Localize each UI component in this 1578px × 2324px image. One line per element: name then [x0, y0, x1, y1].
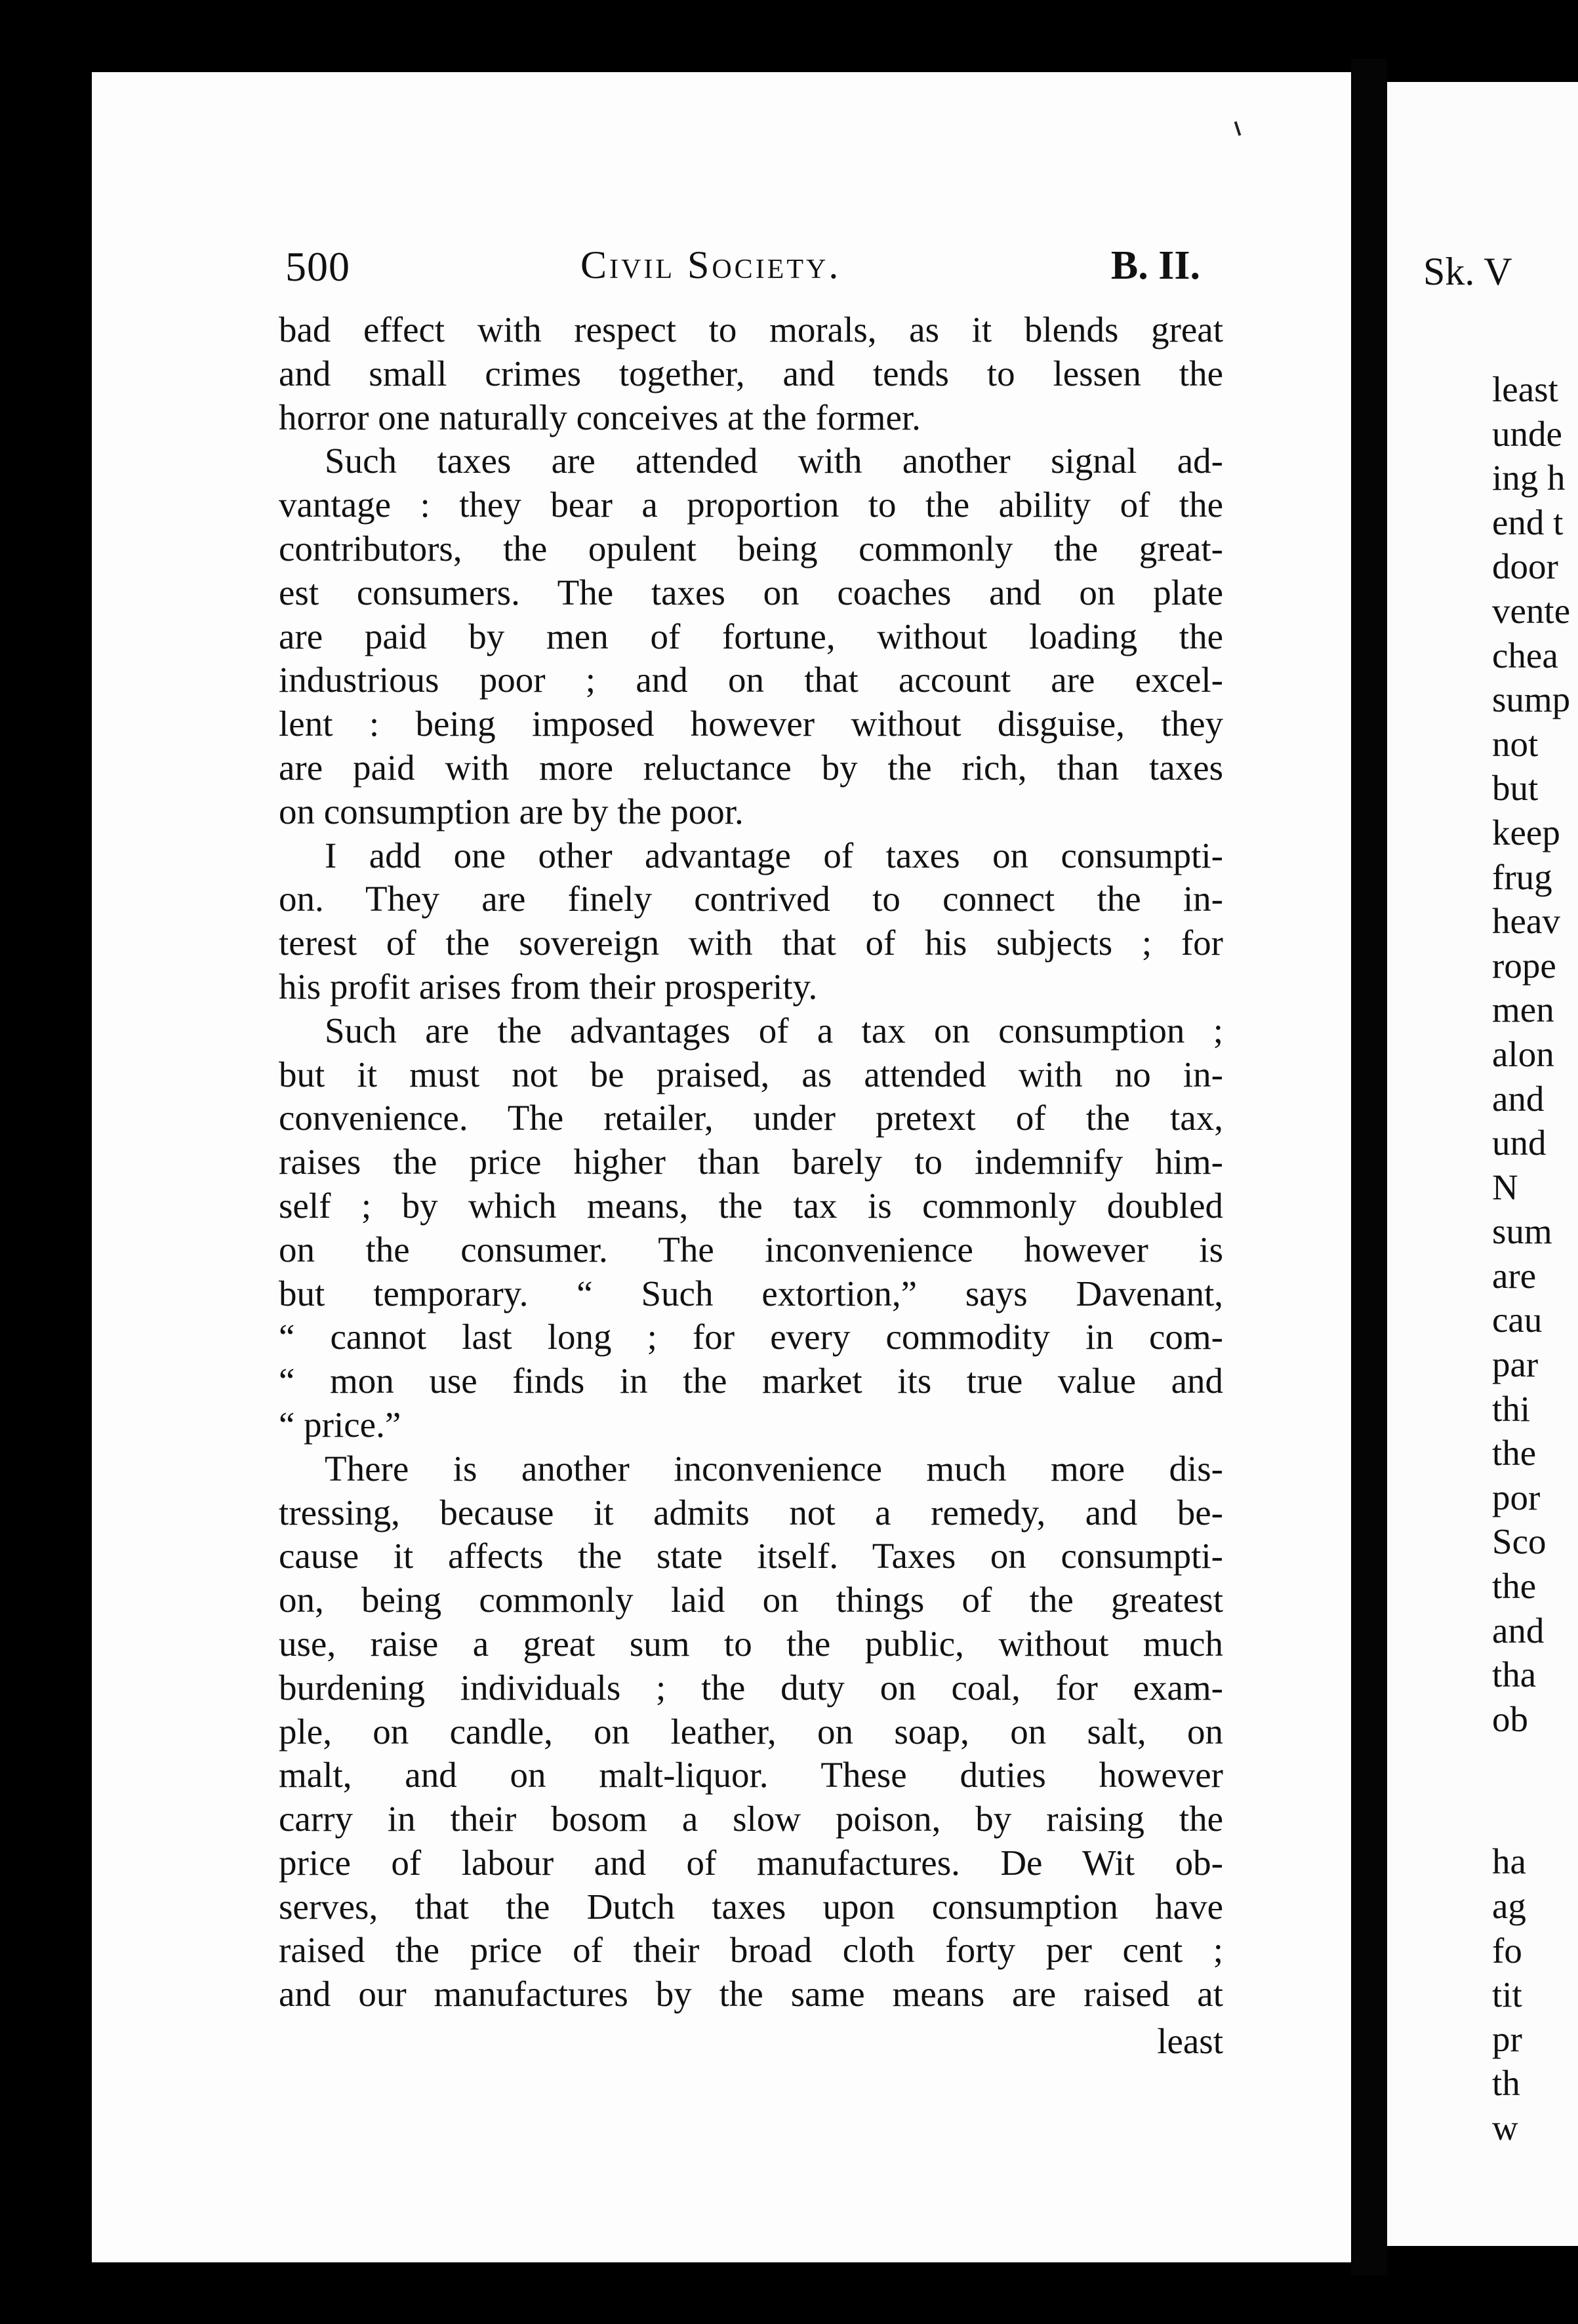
- text-line: price of labour and of manufactures. De Wit ob-: [279, 1842, 1223, 1883]
- text-line: There is another inconvenience much more dis-: [325, 1448, 1223, 1489]
- right-page-line: door: [1492, 546, 1558, 587]
- text-line: convenience. The retailer, under pretext of the tax,: [279, 1098, 1223, 1138]
- right-page-line: thi: [1492, 1388, 1531, 1429]
- right-page-line: w: [1492, 2107, 1518, 2148]
- right-page-line: sump: [1492, 679, 1571, 720]
- text-line: on the consumer. The inconvenience however is: [279, 1229, 1223, 1270]
- right-page-line: N: [1492, 1167, 1518, 1207]
- right-page-line: th: [1492, 2063, 1520, 2104]
- text-line: his profit arises from their prosperity.: [279, 966, 818, 1007]
- text-line: lent : being imposed however without disguise, they: [279, 704, 1223, 744]
- right-page-line: chea: [1492, 635, 1558, 675]
- right-page-line: men: [1492, 990, 1554, 1030]
- right-page-gap: [1492, 1741, 1570, 1839]
- right-page-line: end t: [1492, 502, 1564, 542]
- right-page-line: tit: [1492, 1974, 1522, 2015]
- right-page-body: [1492, 367, 1570, 2150]
- right-page-line: sum: [1492, 1211, 1552, 1252]
- right-page-line: ing h: [1492, 458, 1566, 498]
- right-page-line: por: [1492, 1477, 1541, 1517]
- page-number: 500: [285, 243, 350, 290]
- text-line: are paid by men of fortune, without loading the: [279, 616, 1223, 656]
- right-page-line: least: [1492, 369, 1558, 409]
- right-page-line: frug: [1492, 856, 1552, 897]
- text-line: vantage : they bear a proportion to the ability of the: [279, 485, 1223, 525]
- text-line: and our manufactures by the same means are raised at: [279, 1974, 1223, 2014]
- right-page-line: ob: [1492, 1698, 1528, 1739]
- right-page-line: are: [1492, 1255, 1537, 1296]
- right-page-line: and: [1492, 1078, 1545, 1119]
- right-page-line: cau: [1492, 1300, 1543, 1340]
- text-line: raised the price of their broad cloth forty per cent ;: [279, 1930, 1223, 1971]
- text-line: contributors, the opulent being commonly the great-: [279, 528, 1223, 569]
- text-line: “ price.”: [279, 1404, 401, 1445]
- text-line: serves, that the Dutch taxes upon consumption have: [279, 1886, 1223, 1927]
- catchword: least: [1157, 2021, 1223, 2061]
- right-page-line: but: [1492, 768, 1539, 809]
- right-page-line: ha: [1492, 1841, 1526, 1882]
- right-page-line: heav: [1492, 901, 1560, 942]
- right-page-line: tha: [1492, 1654, 1537, 1695]
- right-page-line: par: [1492, 1344, 1539, 1385]
- text-line: malt, and on malt-liquor. These duties however: [279, 1755, 1223, 1795]
- text-line: ple, on candle, on leather, on soap, on salt, on: [279, 1711, 1223, 1752]
- right-page-line: Sco: [1492, 1521, 1547, 1562]
- text-line: carry in their bosom a slow poison, by raising the: [279, 1799, 1223, 1839]
- text-line: Such are the advantages of a tax on consumption ;: [325, 1010, 1223, 1051]
- text-line: on, being commonly laid on things of the greatest: [279, 1580, 1223, 1620]
- text-line: bad effect with respect to morals, as it blends great: [279, 310, 1223, 350]
- right-page-line: not: [1492, 723, 1539, 764]
- text-line: “ cannot last long ; for every commodity in com-: [279, 1317, 1223, 1357]
- right-page-line: ag: [1492, 1886, 1526, 1926]
- right-page-line: rope: [1492, 945, 1556, 986]
- right-page-line: and: [1492, 1610, 1545, 1651]
- right-page-line: keep: [1492, 812, 1560, 852]
- book-section-mark: B. II.: [1110, 243, 1200, 288]
- text-line: “ mon use finds in the market its true value and: [279, 1361, 1223, 1401]
- text-line: on. They are finely contrived to connect the in-: [279, 879, 1223, 919]
- right-page: [1387, 82, 1578, 2246]
- running-head: [285, 243, 1230, 295]
- body-text: [279, 308, 1223, 2016]
- text-line: Such taxes are attended with another signal ad-: [325, 441, 1223, 481]
- text-line: I add one other advantage of taxes on consumpti-: [325, 835, 1223, 875]
- text-line: raises the price higher than barely to indemnify him-: [279, 1142, 1223, 1182]
- right-page-head: Sk. V: [1423, 250, 1512, 293]
- right-page-line: unde: [1492, 413, 1562, 454]
- text-line: use, raise a great sum to the public, without much: [279, 1623, 1223, 1664]
- text-line: on consumption are by the poor.: [279, 791, 744, 831]
- right-page-line: und: [1492, 1123, 1547, 1163]
- running-title: Civil Society.: [580, 243, 841, 287]
- text-line: est consumers. The taxes on coaches and on plate: [279, 572, 1223, 612]
- text-line: but temporary. “ Such extortion,” says Davenant,: [279, 1273, 1223, 1313]
- right-page-line: the: [1492, 1433, 1537, 1473]
- right-page-line: the: [1492, 1566, 1537, 1607]
- text-line: self ; by which means, the tax is commonly doubled: [279, 1185, 1223, 1226]
- text-line: terest of the sovereign with that of his subjects ; for: [279, 923, 1223, 963]
- right-page-line: fo: [1492, 1930, 1522, 1971]
- text-line: tressing, because it admits not a remedy, and be-: [279, 1492, 1223, 1533]
- text-line: and small crimes together, and tends to lessen the: [279, 353, 1223, 393]
- text-line: are paid with more reluctance by the rich, than taxes: [279, 747, 1223, 788]
- text-line: burdening individuals ; the duty on coal, for exam-: [279, 1667, 1223, 1708]
- right-page-line: vente: [1492, 590, 1571, 631]
- right-page-line: pr: [1492, 2018, 1522, 2059]
- text-line: cause it affects the state itself. Taxes on consumpti-: [279, 1536, 1223, 1576]
- right-page-line: alon: [1492, 1033, 1554, 1074]
- text-line: but it must not be praised, as attended with no in-: [279, 1054, 1223, 1094]
- text-line: industrious poor ; and on that account are excel-: [279, 660, 1223, 700]
- gutter-shadow: [1351, 59, 1387, 2275]
- text-line: horror one naturally conceives at the former.: [279, 397, 921, 437]
